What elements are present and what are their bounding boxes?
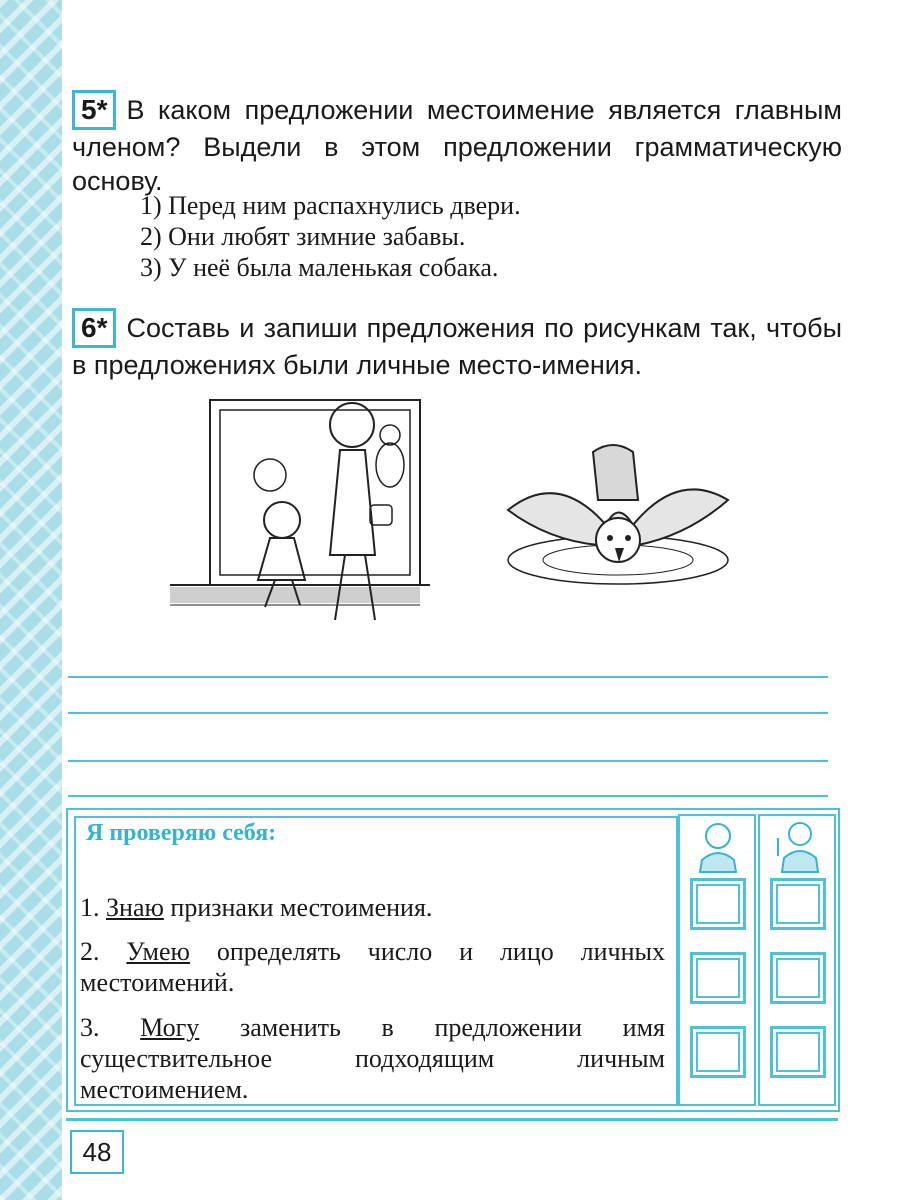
student-mark-2[interactable] <box>690 952 746 1004</box>
mother-daughter-illustration <box>170 395 430 630</box>
bird-bathing-illustration <box>488 440 738 590</box>
decorative-border <box>0 0 62 1200</box>
self-check-item-3 <box>80 1012 665 1105</box>
option-1: 1) Перед ним распахнулись двери. <box>140 191 521 220</box>
self-check-item-1 <box>80 892 665 923</box>
task-6 <box>72 308 842 382</box>
task-5-question: В каком предложении местоимение является главным членом? Выдели в этом предложении грамматическую основу. <box>72 95 842 196</box>
self-check-title: Я проверяю себя: <box>86 820 277 846</box>
item-number: 2. <box>80 937 100 966</box>
teacher-icon <box>768 818 828 874</box>
student-mark-1[interactable] <box>690 878 746 930</box>
item-verb: Умею <box>126 937 190 966</box>
item-text: признаки местоимения. <box>170 893 433 922</box>
item-text: заменить в предложении имя существительное подходящим личным местоимением. <box>80 1013 666 1104</box>
item-text: определять число и лицо личных местоимений. <box>80 937 665 997</box>
page-number: 48 <box>70 1130 124 1174</box>
footer-rule <box>66 1118 838 1121</box>
task-6-number: 6* <box>72 308 116 348</box>
item-number: 3. <box>80 1013 100 1042</box>
task-5 <box>72 90 842 198</box>
option-2: 2) Они любят зимние забавы. <box>140 222 466 251</box>
task-6-text <box>72 308 842 382</box>
item-verb: Могу <box>140 1013 200 1042</box>
task-5-options <box>140 190 521 283</box>
writing-line-1[interactable] <box>68 676 828 678</box>
task-5-text <box>72 90 842 198</box>
task-5-number: 5* <box>72 90 116 130</box>
teacher-mark-3[interactable] <box>770 1026 826 1078</box>
writing-line-3[interactable] <box>68 760 828 762</box>
item-number: 1. <box>80 893 100 922</box>
item-verb: Знаю <box>106 893 164 922</box>
writing-line-2[interactable] <box>68 712 828 714</box>
writing-line-4[interactable] <box>68 795 828 797</box>
student-icon <box>688 818 748 874</box>
teacher-mark-1[interactable] <box>770 878 826 930</box>
student-mark-3[interactable] <box>690 1026 746 1078</box>
option-3: 3) У неё была маленькая собака. <box>140 253 499 282</box>
self-check-item-2 <box>80 936 665 998</box>
task-6-question: Составь и запиши предложения по рисункам так, чтобы в предложениях были личные место-имения. <box>72 313 842 380</box>
teacher-mark-2[interactable] <box>770 952 826 1004</box>
